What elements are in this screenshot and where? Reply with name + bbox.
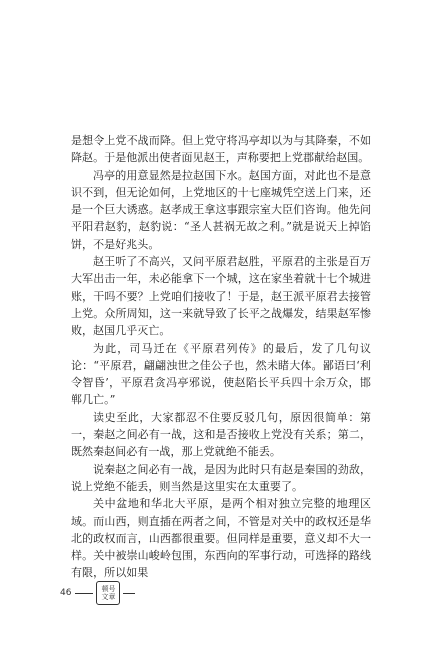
- paragraph-7: 关中盆地和华北大平原，是两个相对独立完整的地理区域。而山西，则直插在两者之间，不管是对关中的政权还是华北的政权而言，山西都很重要。但同样是重要，意义却不大一样。关中被崇山峻岭包围，东西向的军事行动，可选择的路线有限，所以如果: [71, 497, 371, 580]
- page-body: [71, 132, 371, 582]
- paragraph-2: 冯亭的用意显然是拉赵国下水。赵国方面，对此也不是意识不到，但无论如何，上党地区的十七座城凭空送上门来，还是一个巨大诱惑。赵孝成王拿这事跟宗室大臣们咨询。他先问平阳君赵豹，赵豹说：“圣人甚祸无故之利。”就是说天上掉馅饼，不是好兆头。: [71, 168, 371, 251]
- paragraph-3: 赵王听了不高兴，又问平原君赵胜，平原君的主张是百万大军出击一年，未必能拿下一个城，这在家坐着就十七个城进账，干吗不要？上党咱们接收了！于是，赵王派平原君去接管上党。众所周知，这一来就导致了长平之战爆发，结果赵军惨败，赵国几乎灭亡。: [71, 255, 371, 338]
- series-logo-bottom: 文章: [101, 593, 116, 601]
- footer-divider-right: [123, 593, 135, 594]
- paragraph-5: 读史至此，大家都忍不住要反驳几句，原因很简单：第一，秦赵之间必有一战，这和是否接收上党没有关系；第二，既然秦赵间必有一战，那上党就绝不能丢。: [71, 410, 371, 459]
- paragraph-4: 为此，司马迁在《平原君列传》的最后，发了几句议论：“平原君，翩翩浊世之佳公子也，然未睹大体。鄙语曰‘利令智昏’，平原君贪冯亭邪说，使赵陷长平兵四十余万众，邯郸几亡。”: [71, 341, 371, 407]
- series-logo: [96, 581, 120, 605]
- paragraph-6: 说秦赵之间必有一战，是因为此时只有赵是秦国的劲敌，说上党绝不能丢，则当然是这里实在太重要了。: [71, 462, 371, 493]
- series-logo-top: 顿号: [101, 585, 116, 593]
- footer-divider: [75, 593, 93, 594]
- page-number: 46: [60, 588, 72, 598]
- paragraph-1: 是想令上党不战而降。但上党守将冯亭却以为与其降秦，不如降赵。于是他派出使者面见赵王，声称要把上党郡献给赵国。: [71, 134, 371, 165]
- page-footer: [60, 581, 135, 605]
